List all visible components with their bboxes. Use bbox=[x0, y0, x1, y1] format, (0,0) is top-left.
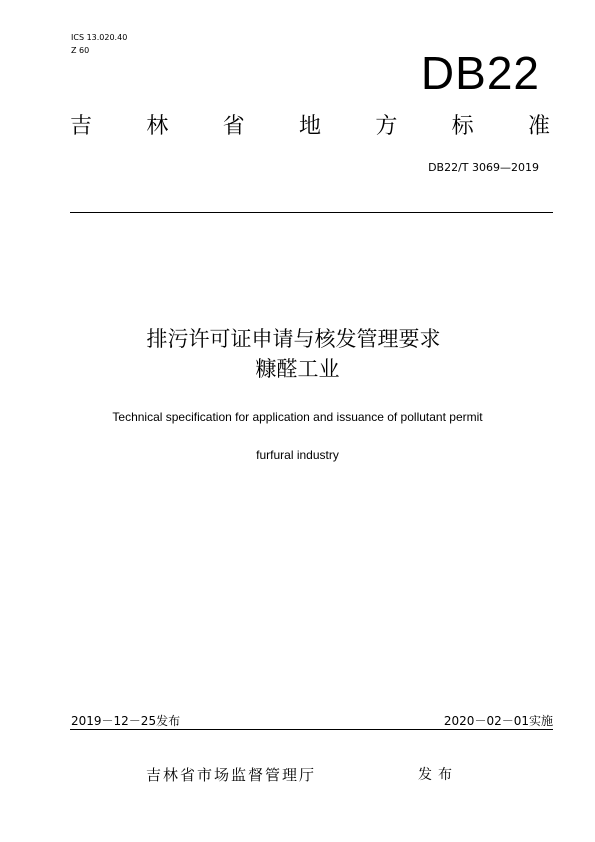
standard-type-title bbox=[70, 116, 550, 138]
standard-type-char: 准 bbox=[527, 114, 550, 139]
standard-type-char: 标 bbox=[451, 114, 474, 139]
chinese-title-line2: 糠醛工业 bbox=[255, 357, 340, 381]
chinese-title bbox=[0, 324, 595, 384]
standard-type-char: 省 bbox=[222, 114, 245, 139]
ics-code: ICS 13.020.40 bbox=[71, 33, 128, 42]
english-title-line2: furfural industry bbox=[256, 448, 339, 462]
standard-type-char: 林 bbox=[146, 114, 169, 139]
implementation-date: 2020－02－01实施 bbox=[443, 714, 553, 728]
standard-type-char: 地 bbox=[298, 114, 321, 139]
issue-date: 2019－12－25发布 bbox=[71, 714, 181, 728]
chinese-title-line1: 排污许可证申请与核发管理要求 bbox=[146, 327, 441, 351]
issuing-authority: 吉林省市场监督管理厅 bbox=[146, 766, 317, 784]
footer-divider bbox=[70, 729, 553, 730]
standard-type-char: 方 bbox=[375, 114, 398, 139]
english-title-line1: Technical specification for application and issuance of pollutant permit bbox=[112, 410, 483, 424]
standard-mark: DB22 bbox=[420, 47, 540, 99]
issue-label: 发布 bbox=[418, 767, 458, 783]
header-divider bbox=[70, 212, 553, 213]
ccs-code: Z 60 bbox=[71, 46, 90, 55]
standard-type-char: 吉 bbox=[70, 114, 93, 139]
standard-number: DB22/T 3069—2019 bbox=[428, 161, 539, 174]
